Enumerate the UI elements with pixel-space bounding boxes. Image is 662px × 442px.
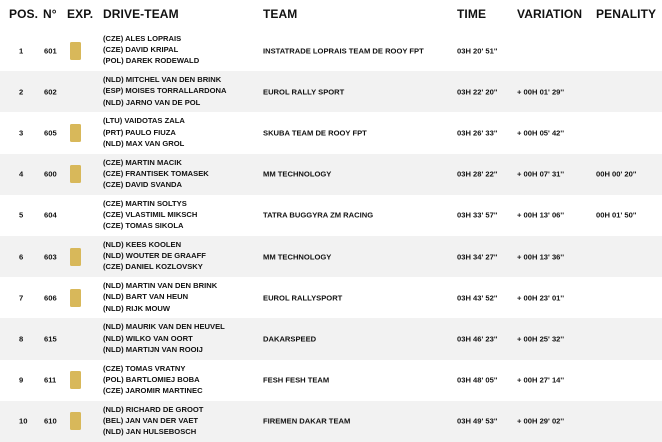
experience-badge-icon	[70, 42, 81, 60]
experience-badge-icon	[70, 124, 81, 142]
team-cell: DAKARSPEED	[263, 334, 317, 344]
table-row[interactable]	[0, 30, 662, 71]
header-exp: EXP.	[67, 7, 94, 21]
position-cell: 6	[19, 252, 24, 262]
driver-name: (CZE) MARTIN SOLTYS	[103, 198, 187, 208]
penalty-cell: 00H 00' 20''	[596, 169, 637, 179]
driver-name: (NLD) MARTIJN VAN ROOIJ	[103, 344, 203, 354]
driver-name: (NLD) WILKO VAN OORT	[103, 333, 193, 343]
drive-team-cell	[103, 115, 185, 149]
time-cell: 03H 43' 52''	[457, 293, 498, 303]
table-body	[0, 30, 662, 442]
drive-team-cell	[103, 74, 226, 108]
driver-name: (NLD) MAX VAN GROL	[103, 138, 185, 148]
drive-team-cell	[103, 363, 203, 397]
variation-cell: + 00H 13' 06''	[517, 210, 565, 220]
experience-badge-icon	[70, 248, 81, 266]
driver-name: (NLD) MAURIK VAN DEN HEUVEL	[103, 322, 225, 332]
car-number-cell: 611	[44, 375, 57, 385]
header-drive-team: DRIVE-TEAM	[103, 7, 179, 21]
driver-name: (POL) DAREK RODEWALD	[103, 56, 200, 66]
time-cell: 03H 49' 53''	[457, 416, 498, 426]
team-cell: EUROL RALLYSPORT	[263, 293, 343, 303]
drive-team-cell	[103, 321, 225, 355]
driver-name: (NLD) JAN HULSEBOSCH	[103, 427, 197, 437]
position-cell: 2	[19, 87, 24, 97]
driver-name: (CZE) JAROMIR MARTINEC	[103, 385, 203, 395]
experience-badge-icon	[70, 289, 81, 307]
table-header	[0, 0, 662, 30]
driver-name: (NLD) BART VAN HEUN	[103, 292, 189, 302]
header-team: TEAM	[263, 7, 298, 21]
drive-team-cell	[103, 404, 203, 438]
penalty-cell: 00H 01' 50''	[596, 210, 637, 220]
drive-team-cell	[103, 33, 199, 67]
driver-name: (CZE) DAVID KRIPAL	[103, 45, 179, 55]
variation-cell: + 00H 07' 31''	[517, 169, 565, 179]
table-row[interactable]	[0, 236, 662, 277]
variation-cell: + 00H 01' 29''	[517, 87, 565, 97]
time-cell: 03H 26' 33''	[457, 128, 498, 138]
driver-name: (ESP) MOISES TORRALLARDONA	[103, 86, 227, 96]
position-cell: 3	[19, 128, 24, 138]
car-number-cell: 610	[44, 416, 57, 426]
header-variation: VARIATION	[517, 7, 583, 21]
header-time: TIME	[457, 7, 487, 21]
car-number-cell: 605	[44, 128, 57, 138]
variation-cell: + 00H 29' 02''	[517, 416, 565, 426]
table-row[interactable]	[0, 112, 662, 153]
car-number-cell: 615	[44, 334, 57, 344]
position-cell: 4	[19, 169, 24, 179]
experience-badge-icon	[70, 371, 81, 389]
time-cell: 03H 46' 23''	[457, 334, 498, 344]
position-cell: 7	[19, 293, 24, 303]
driver-name: (CZE) TOMAS SIKOLA	[103, 221, 184, 231]
table-row[interactable]	[0, 71, 662, 112]
team-cell: INSTATRADE LOPRAIS TEAM DE ROOY FPT	[263, 46, 424, 56]
time-cell: 03H 28' 22''	[457, 169, 498, 179]
time-cell: 03H 34' 27''	[457, 252, 498, 262]
driver-name: (NLD) RICHARD DE GROOT	[103, 404, 204, 414]
team-cell: MM TECHNOLOGY	[263, 252, 332, 262]
team-cell: MM TECHNOLOGY	[263, 169, 332, 179]
variation-cell: + 00H 23' 01''	[517, 293, 565, 303]
driver-name: (CZE) MARTIN MACIK	[103, 157, 182, 167]
driver-name: (CZE) TOMAS VRATNY	[103, 363, 186, 373]
position-cell: 10	[19, 416, 28, 426]
driver-name: (BEL) JAN VAN DER VAET	[103, 415, 199, 425]
driver-name: (NLD) JARNO VAN DE POL	[103, 97, 201, 107]
position-cell: 8	[19, 334, 24, 344]
drive-team-cell	[103, 239, 206, 273]
table-row[interactable]	[0, 154, 662, 195]
driver-name: (PRT) PAULO FIUZA	[103, 127, 176, 137]
variation-cell: + 00H 27' 14''	[517, 375, 565, 385]
driver-name: (LTU) VAIDOTAS ZALA	[103, 116, 185, 126]
car-number-cell: 601	[44, 46, 57, 56]
car-number-cell: 600	[44, 169, 57, 179]
car-number-cell: 602	[44, 87, 57, 97]
drive-team-cell	[103, 280, 217, 314]
team-cell: FESH FESH TEAM	[263, 375, 330, 385]
variation-cell: + 00H 25' 32''	[517, 334, 565, 344]
car-number-cell: 604	[44, 210, 57, 220]
driver-name: (NLD) KEES KOOLEN	[103, 239, 182, 249]
time-cell: 03H 33' 57''	[457, 210, 498, 220]
position-cell: 5	[19, 210, 24, 220]
driver-name: (POL) BARTLOMIEJ BOBA	[103, 374, 200, 384]
driver-name: (NLD) RIJK MOUW	[103, 303, 171, 313]
time-cell: 03H 20' 51''	[457, 46, 498, 56]
team-cell: SKUBA TEAM DE ROOY FPT	[263, 128, 367, 138]
car-number-cell: 606	[44, 293, 57, 303]
position-cell: 1	[19, 46, 24, 56]
driver-name: (NLD) MITCHEL VAN DEN BRINK	[103, 75, 222, 85]
experience-badge-icon	[70, 412, 81, 430]
driver-name: (CZE) DANIEL KOZLOVSKY	[103, 262, 203, 272]
table-row[interactable]	[0, 318, 662, 359]
header-num: N°	[43, 7, 57, 21]
time-cell: 03H 48' 05''	[457, 375, 498, 385]
time-cell: 03H 22' 20''	[457, 87, 498, 97]
table-row[interactable]	[0, 195, 662, 236]
team-cell: EUROL RALLY SPORT	[263, 87, 345, 97]
driver-name: (CZE) FRANTISEK TOMASEK	[103, 168, 209, 178]
position-cell: 9	[19, 375, 24, 385]
team-cell: FIREMEN DAKAR TEAM	[263, 416, 351, 426]
table-row[interactable]	[0, 360, 662, 401]
experience-badge-icon	[70, 165, 81, 183]
driver-name: (CZE) ALES LOPRAIS	[103, 34, 182, 43]
variation-cell: + 00H 05' 42''	[517, 128, 565, 138]
driver-name: (CZE) VLASTIMIL MIKSCH	[103, 209, 198, 219]
driver-name: (NLD) MARTIN VAN DEN BRINK	[103, 281, 218, 291]
driver-name: (CZE) DAVID SVANDA	[103, 179, 183, 189]
car-number-cell: 603	[44, 252, 57, 262]
drive-team-cell	[103, 157, 209, 191]
header-penalty: PENALITY	[596, 7, 657, 21]
header-pos: POS.	[9, 7, 39, 21]
driver-name: (NLD) WOUTER DE GRAAFF	[103, 251, 206, 261]
table-row[interactable]	[0, 277, 662, 318]
drive-team-cell	[103, 198, 197, 232]
variation-cell: + 00H 13' 36''	[517, 252, 565, 262]
team-cell: TATRA BUGGYRA ZM RACING	[263, 210, 374, 220]
table-row[interactable]	[0, 401, 662, 442]
